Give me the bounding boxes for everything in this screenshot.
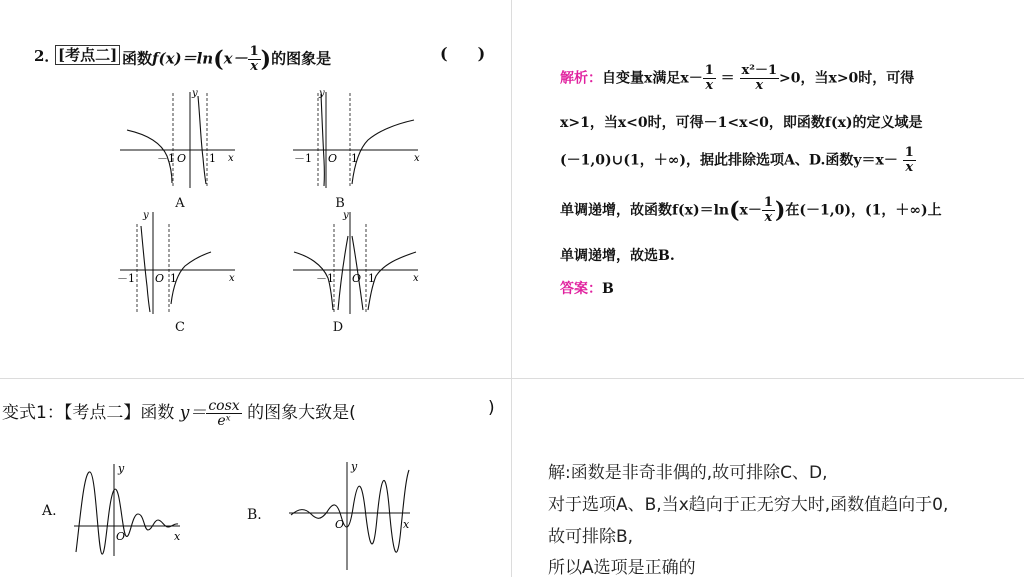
origin-label: O: [177, 152, 187, 165]
analysis-line-1: 解析：自变量x满足x－ $\frac{1}{x}$ ＝ $\frac{\text{x²－1}}{x}$ >0，当x>0时，可得: [560, 63, 915, 93]
answer-label: 答案：: [560, 281, 602, 297]
question-text-after: 的图象是: [271, 49, 332, 68]
variant-option-a-label: A.: [42, 503, 57, 519]
tick-pos-label: 1: [209, 152, 216, 165]
analysis-line-4: 单调递增，故函数f(x)＝ln(x－ $\frac{1}{x}$ )在(－1,0)，(1，＋∞)上: [560, 195, 942, 225]
y-axis-label: y: [192, 88, 198, 99]
tick-neg-label: －1: [316, 272, 334, 285]
analysis-line-2: x>1，当x<0时，可得－1<x<0，即函数f(x)的定义域是: [560, 115, 923, 131]
x-axis-label: x: [414, 153, 420, 164]
option-b-graph[interactable]: [288, 88, 423, 193]
tick-neg-label: －1: [157, 152, 175, 165]
question-number: 2．: [34, 47, 60, 65]
y-axis-label: y: [118, 462, 125, 475]
variant-option-b-graph[interactable]: [285, 458, 415, 573]
analysis-label: 解析：: [560, 70, 602, 87]
y-axis-label: y: [351, 460, 358, 473]
tick-pos-label: 1: [368, 272, 375, 285]
tick-pos-label: 1: [351, 152, 358, 165]
variant-title: 变式1：【考点二】函数 y＝ $\frac{\cos x}{\text{eˣ}}$ 的图象大致是(: [2, 397, 356, 429]
tick-pos-label: 1: [170, 272, 177, 285]
question-fraction: $\frac{1}{x}$: [249, 44, 259, 74]
solution-line-3: 故可排除B,: [548, 527, 634, 547]
tick-neg-label: －1: [117, 272, 135, 285]
option-c-graph[interactable]: [115, 208, 240, 318]
answer-parentheses: (): [440, 44, 516, 63]
analysis-line-3: (－1,0)∪(1，＋∞)，据此排除选项A、D.函数y＝x－ $\frac{1}{x}$: [560, 145, 914, 175]
x-axis-label: x: [403, 518, 410, 531]
solution-line-2: 对于选项A、B,当x趋向于正无穷大时,函数值趋向于0,: [548, 495, 949, 515]
solution-line-4: 所以A选项是正确的: [548, 558, 696, 578]
option-d-label: D: [332, 320, 344, 335]
analysis-line-5: 单调递增，故选B.: [560, 248, 675, 264]
x-axis-label: x: [228, 153, 234, 164]
x-axis-label: x: [174, 530, 181, 543]
y-axis-label: y: [343, 210, 349, 221]
solution-line-1: 解:函数是非奇非偶的,故可排除C、D,: [548, 463, 828, 483]
question-func: f(x)＝ln: [152, 49, 214, 68]
horizontal-divider: [0, 378, 1024, 379]
topic-tag: [考点二]: [55, 45, 120, 65]
answer-line: [560, 278, 614, 298]
x-axis-label: x: [413, 273, 419, 284]
origin-label: O: [328, 152, 338, 165]
option-a-graph[interactable]: [115, 88, 240, 193]
answer-value: B: [602, 281, 614, 297]
variant-option-b-label: B.: [247, 507, 262, 523]
origin-label: O: [116, 530, 126, 543]
option-a-label: A: [175, 196, 185, 211]
origin-label: O: [352, 272, 362, 285]
tick-neg-label: －1: [294, 152, 312, 165]
variant-close-paren: ): [488, 398, 495, 418]
x-axis-label: x: [229, 273, 235, 284]
origin-label: O: [335, 518, 345, 531]
variant-option-a-graph[interactable]: [70, 460, 185, 560]
origin-label: O: [155, 272, 165, 285]
question-func-inner: x－: [223, 49, 248, 68]
option-b-label: B: [335, 196, 345, 211]
question-text-before: 函数: [122, 49, 153, 68]
question-text: 函数f(x)＝ln(x－ $\frac{1}{x}$ )的图象是: [122, 44, 332, 74]
y-axis-label: y: [143, 210, 149, 221]
vertical-divider: [511, 0, 512, 577]
option-c-label: C: [175, 320, 185, 335]
option-d-graph[interactable]: [288, 208, 423, 318]
y-axis-label: y: [319, 88, 325, 99]
